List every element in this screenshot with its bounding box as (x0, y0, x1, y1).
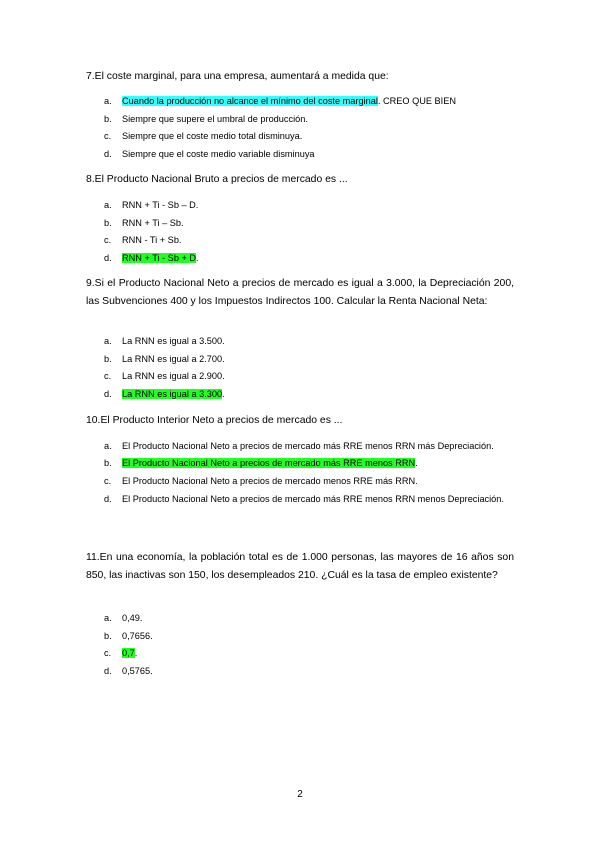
question-11: 11.En una economía, la población total es de 1.000 personas, las mayores de 16 años son 850, las inactivas son 150, los desempleados 210. ¿Cuál es la tasa de empleo existente? (86, 552, 514, 581)
option-b (104, 215, 514, 233)
option-letter: b. (104, 630, 112, 641)
option-suffix: . (415, 458, 418, 468)
option-text: El Producto Nacional Neto a precios de mercado menos RRE más RRN. (122, 475, 418, 486)
option-letter: c. (104, 475, 112, 486)
option-letter: c. (104, 131, 112, 142)
option-letter: a. (104, 200, 112, 210)
option-a (104, 437, 514, 455)
option-d (104, 386, 514, 404)
option-letter: d. (104, 494, 112, 505)
question-8: 8.El Producto Nacional Bruto a precios de mercado es ... (86, 174, 348, 185)
option-letter: b. (104, 458, 112, 468)
option-b (104, 628, 514, 646)
option-letter: d. (104, 148, 112, 159)
option-a (104, 197, 514, 215)
option-text: 0,5765. (122, 665, 153, 676)
option-d (104, 663, 514, 681)
option-letter: b. (104, 353, 112, 364)
option-letter: d. (104, 388, 112, 399)
option-a (104, 93, 514, 111)
question-10: 10.El Producto Interior Neto a precios de mercado es ... (86, 415, 343, 426)
option-suffix: . (222, 388, 225, 399)
question-11-options (104, 610, 514, 680)
option-b (104, 455, 514, 473)
option-text-highlighted: RNN + Ti - Sb + D (122, 252, 197, 263)
question-7-options (104, 93, 514, 163)
option-text-highlighted: 0,7 (122, 648, 135, 659)
option-text-highlighted: Cuando la producción no alcance el mínimo del coste marginal (122, 96, 378, 106)
option-letter: a. (104, 613, 112, 623)
option-text: La RNN es igual a 3.500. (122, 336, 225, 346)
option-text: 0,7656. (122, 630, 153, 641)
option-suffix: . (134, 648, 138, 659)
option-text: Siempre que supere el umbral de producción. (122, 113, 308, 124)
option-letter: d. (104, 252, 112, 263)
option-note: . CREO QUE BIEN (377, 96, 456, 106)
option-letter: a. (104, 336, 112, 346)
option-d (104, 250, 514, 268)
option-c (104, 645, 514, 663)
option-letter: d. (104, 665, 112, 676)
option-d (104, 146, 514, 164)
option-d (104, 490, 514, 508)
option-letter: c. (104, 235, 112, 246)
option-letter: c. (104, 371, 112, 382)
option-text: RNN + Ti – Sb. (122, 217, 184, 228)
option-letter: b. (104, 217, 112, 228)
option-text: Siempre que el coste medio total disminuya. (122, 131, 303, 142)
question-8-options (104, 197, 514, 267)
option-c (104, 128, 514, 146)
option-text: El Producto Nacional Neto a precios de mercado más RRE menos RRN más Depreciación. (122, 441, 494, 451)
option-c (104, 232, 514, 250)
option-text: RNN - Ti + Sb. (122, 235, 182, 246)
option-b (104, 351, 514, 369)
question-9: 9.Si el Producto Nacional Neto a precios de mercado es igual a 3.000, la Depreciación 200, las Subvenciones 400 y los Impuestos Indirectos 100. Calcular la Renta Nacional Neta: (86, 278, 514, 307)
option-letter: b. (104, 113, 112, 124)
option-c (104, 368, 514, 386)
option-text-highlighted: El Producto Nacional Neto a precios de mercado más RRE menos RRN (122, 458, 416, 468)
option-letter: c. (104, 648, 112, 659)
option-text: El Producto Nacional Neto a precios de mercado más RRE menos RRN menos Depreciación. (122, 494, 504, 505)
option-suffix: . (196, 252, 199, 263)
option-text: 0,49. (122, 613, 143, 623)
option-text: Siempre que el coste medio variable disminuya (122, 148, 315, 159)
question-9-options (104, 333, 514, 403)
option-letter: a. (104, 96, 112, 106)
option-c (104, 473, 514, 491)
option-text: La RNN es igual a 2.700. (122, 353, 225, 364)
option-text: La RNN es igual a 2.900. (122, 371, 225, 382)
option-text-highlighted: La RNN es igual a 3.300 (122, 388, 223, 399)
option-a (104, 333, 514, 351)
option-letter: a. (104, 441, 112, 451)
option-b (104, 111, 514, 129)
page-number: 2 (297, 789, 303, 800)
question-7: 7.El coste marginal, para una empresa, aumentará a medida que: (86, 71, 389, 82)
option-text: RNN + Ti - Sb – D. (122, 200, 199, 210)
option-a (104, 610, 514, 628)
question-10-options (104, 437, 514, 508)
